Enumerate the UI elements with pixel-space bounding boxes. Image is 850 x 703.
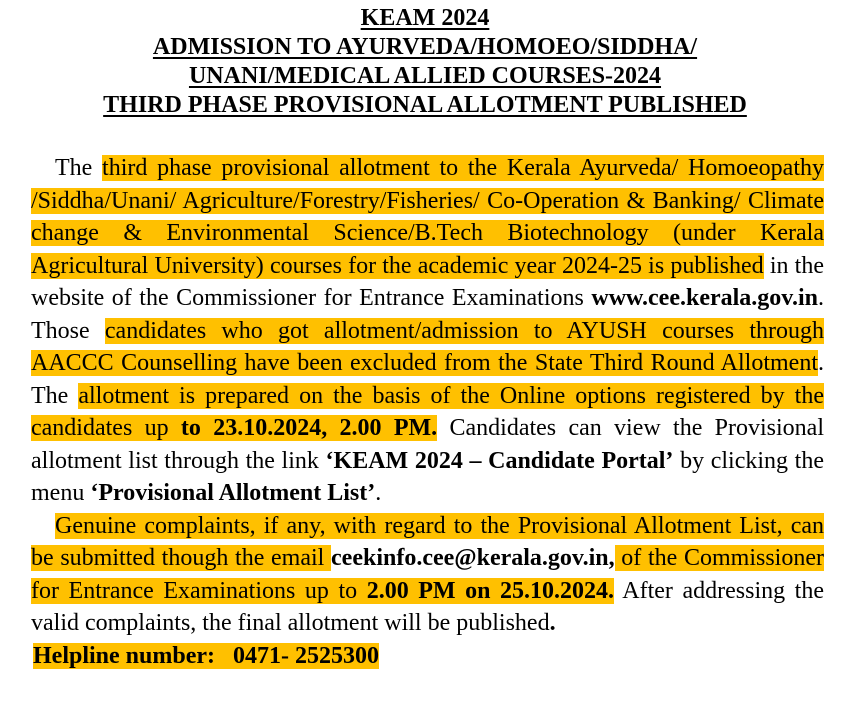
notice-subtitle-line-3: THIRD PHASE PROVISIONAL ALLOTMENT PUBLISHED: [103, 92, 747, 118]
para1-text-3: . Those: [31, 285, 824, 344]
para2-highlight-deadline: 2.00 PM on 25.10.2024.: [366, 577, 615, 604]
para2-period: .: [549, 610, 556, 636]
para1-text-5: Candidates can view the Provisional allotment list through the link: [31, 415, 824, 474]
para2-highlight-commissioner: of the Commissioner for Entrance Examinations up to: [31, 545, 824, 604]
para1-text-1: The: [55, 155, 103, 181]
helpline-highlight: [33, 643, 379, 669]
para1-highlight-courses: third phase provisional allotment to the Kerala Ayurveda/ Homoeopathy /Siddha/Unani/ Agriculture/Forestry/Fisheries/ Co-Operation & Banking/ Climate change & Environmental Science/B.Tech Biotechnology (under Kerala Agricultural University) courses for the academic year 2024-25 is published: [31, 155, 824, 279]
para2-text-final: After addressing the valid complaints, the final allotment will be published: [31, 577, 824, 636]
para1-text-6: by clicking the menu: [31, 447, 824, 506]
paragraph-complaints: [31, 510, 824, 640]
para1-text-4: . The: [31, 350, 824, 409]
provisional-allotment-list-menu: ‘Provisional Allotment List’: [90, 480, 376, 506]
helpline-number: 0471- 2525300: [233, 642, 380, 669]
paragraph-allotment: [31, 152, 824, 510]
helpline-label: Helpline number:: [33, 642, 234, 669]
notice-title: KEAM 2024: [360, 5, 490, 31]
helpline: [31, 640, 824, 673]
website-link[interactable]: www.cee.kerala.gov.in: [591, 285, 818, 311]
para1-text-2: in the website of the Commissioner for Entrance Examinations: [31, 252, 824, 311]
para1-highlight-options: allotment is prepared on the basis of the Online options registered by the candidates up: [31, 382, 824, 441]
para1-highlight-deadline: to 23.10.2024, 2.00 PM.: [180, 415, 438, 441]
complaint-email-link[interactable]: ceekinfo.cee@kerala.gov.in,: [331, 545, 615, 571]
notice-subtitle-line-1: ADMISSION TO AYURVEDA/HOMOEO/SIDDHA/: [152, 34, 698, 60]
notice-body: [31, 152, 824, 672]
para1-text-7: .: [375, 480, 382, 506]
para2-highlight-complaints: Genuine complaints, if any, with regard to the Provisional Allotment List, can be submitted though the email: [31, 512, 824, 571]
notice-header: [0, 4, 850, 120]
notice-subtitle-line-2: UNANI/MEDICAL ALLIED COURSES-2024: [188, 63, 662, 89]
para1-highlight-excluded: candidates who got allotment/admission to AYUSH courses through AACCC Counselling have been excluded from the State Third Round Allotment: [31, 317, 825, 376]
candidate-portal-link: ‘KEAM 2024 – Candidate Portal’: [325, 447, 674, 474]
